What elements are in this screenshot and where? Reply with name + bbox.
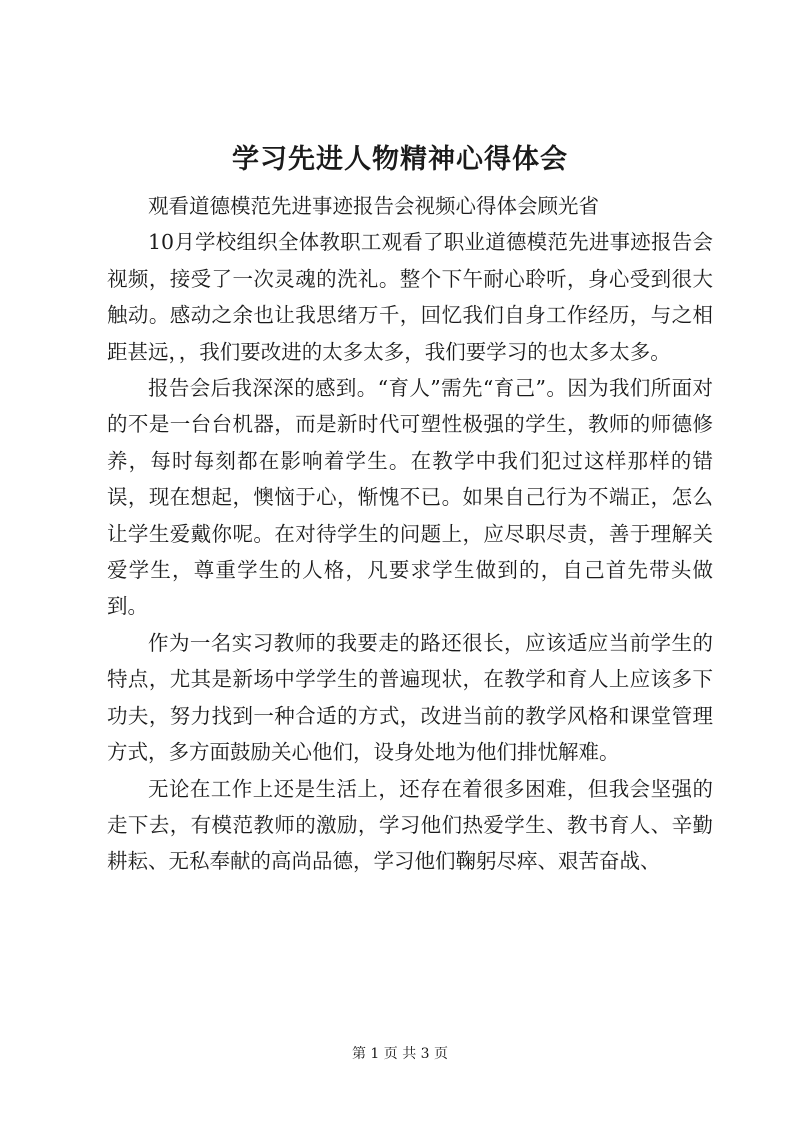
paragraph-3: 作为一名实习教师的我要走的路还很长，应该适应当前学生的特点，尤其是新场中学学生的普遍现状，在教学和育人上应该多下功夫，努力找到一种合适的方式，改进当前的教学风格和课堂管理方式，多方面鼓励关心他们，设身处地为他们排忧解难。 bbox=[107, 630, 713, 765]
paragraph-subtitle: 观看道德模范先进事迹报告会视频心得体会顾光省 bbox=[148, 194, 599, 218]
page-footer: 第 1 页 共 3 页 bbox=[351, 1046, 449, 1062]
paragraph-4: 无论在工作上还是生活上，还存在着很多困难，但我会坚强的走下去，有模范教师的激励，学习他们热爱学生、教书育人、辛勤耕耘、无私奉献的高尚品德，学习他们鞠躬尽瘁、艰苦奋战、 bbox=[107, 776, 713, 874]
paragraph-1: 10月学校组织全体教职工观看了职业道德模范先进事迹报告会视频，接受了一次灵魂的洗礼。整个下午耐心聆听，身心受到很大触动。感动之余也让我思绪万千，回忆我们自身工作经历，与之相距甚远，，我们要改进的太多太多，我们要学习的也太多太多。 bbox=[107, 230, 713, 364]
page-title: 学习先进人物精神心得体会 bbox=[232, 144, 568, 175]
body-text bbox=[107, 188, 713, 880]
paragraph-2: 报告会后我深深的感到。“育人”需先“育己”。因为我们所面对的不是一台台机器，而是新时代可塑性极强的学生，教师的师德修养，每时每刻都在影响着学生。在教学中我们犯过这样那样的错误，现在想起，懊恼于心，惭愧不已。如果自己行为不端正，怎么让学生爱戴你呢。在对待学生的问题上，应尽职尽责，善于理解关爱学生，尊重学生的人格，凡要求学生做到的，自己首先带头做到。 bbox=[107, 376, 713, 619]
